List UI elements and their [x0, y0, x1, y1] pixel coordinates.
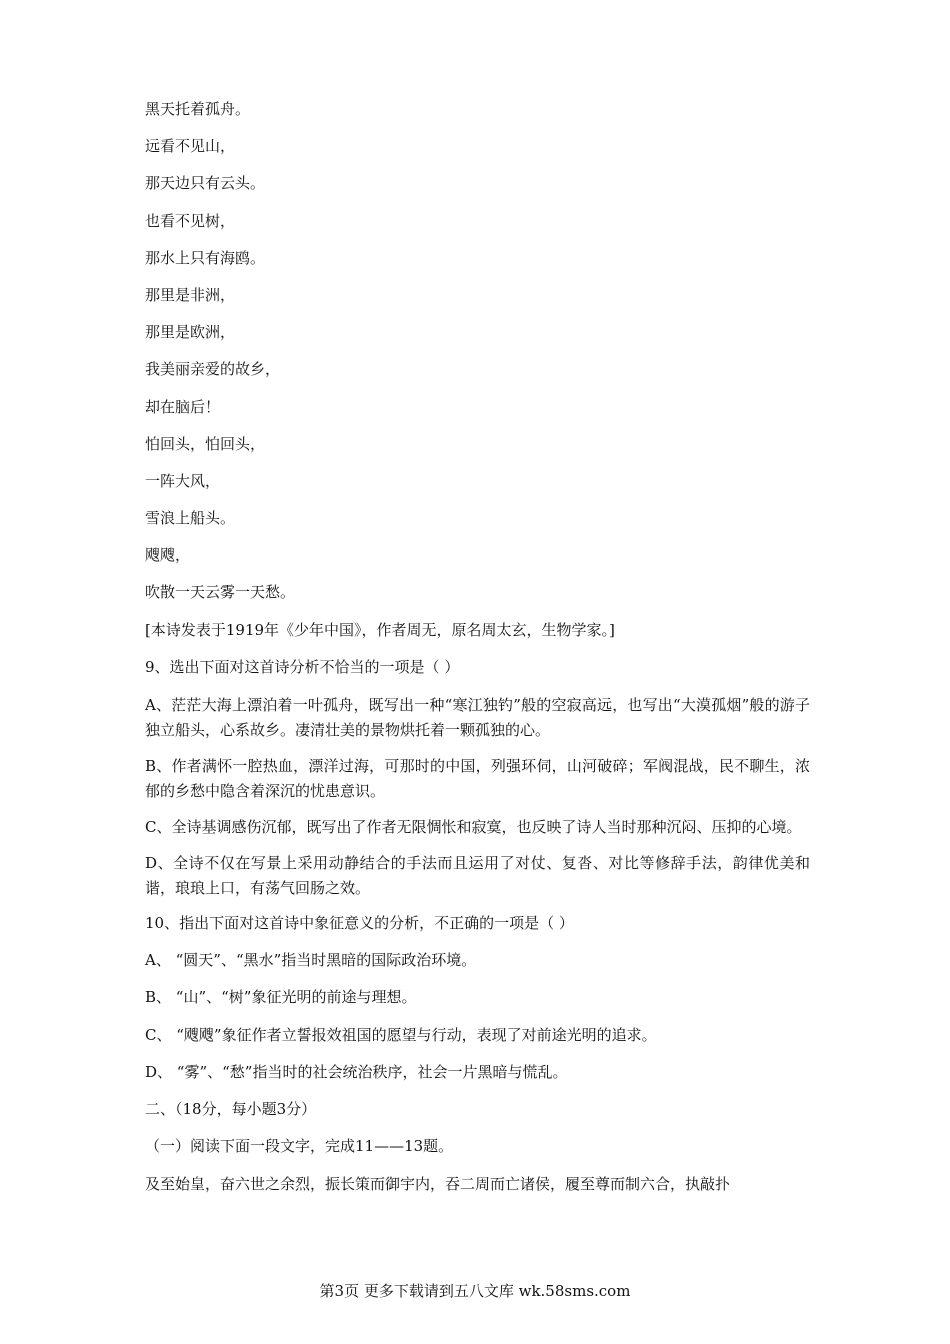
- poem-line: 吹散一天云雾一天愁。: [145, 583, 296, 602]
- poem-line: 远看不见山，: [145, 137, 236, 156]
- question-9-stem: 9、选出下面对这首诗分析不恰当的一项是（ ）: [145, 657, 460, 676]
- question-10-option-d: D、 “雾”、“愁”指当时的社会统治秩序，社会一片黑暗与慌乱。: [145, 1062, 568, 1081]
- question-10-stem: 10、指出下面对这首诗中象征意义的分析，不正确的一项是（ ）: [145, 914, 574, 932]
- poem-line: 飕飕，: [145, 546, 191, 565]
- subsection-instruction: （一）阅读下面一段文字，完成11——13题。: [145, 1137, 454, 1156]
- page-footer: 第3页 更多下载请到五八文库 wk.58sms.com: [319, 1282, 631, 1300]
- question-9-option-b: B、作者满怀一腔热血，漂洋过海，可那时的中国，列强环伺，山河破碎；军阀混战，民不聊生，浓郁的乡愁中隐含着深沉的忧患意识。: [145, 757, 810, 800]
- poem-line: 黑天托着孤舟。: [145, 100, 251, 118]
- question-9-option-c: C、全诗基调感伤沉郁，既写出了作者无限惆怅和寂寞，也反映了诗人当时那种沉闷、压抑的心境。: [145, 818, 802, 836]
- poem-line: 那天边只有云头。: [145, 174, 266, 193]
- page-content: [145, 98, 810, 1208]
- question-10-option-a: A、 “圆天”、“黑水”指当时黑暗的国际政治环境。: [145, 951, 477, 970]
- poem-line: 那里是非洲，: [145, 285, 236, 304]
- poem-line: 那里是欧洲，: [145, 323, 236, 342]
- question-9-option-a: A、茫茫大海上漂泊着一叶孤舟，既写出一种“寒江独钓”般的空寂高远，也写出“大漠孤烟”般的游子独立船头，心系故乡。凄清壮美的景物烘托着一颗孤独的心。: [145, 696, 810, 739]
- question-10-option-c: C、 “飕飕”象征作者立誓报效祖国的愿望与行动，表现了对前途光明的追求。: [145, 1025, 657, 1044]
- poem-line: 却在脑后！: [145, 397, 221, 416]
- question-9-option-d: D、全诗不仅在写景上采用动静结合的手法而且运用了对仗、复沓、对比等修辞手法，韵律优美和谐，琅琅上口，有荡气回肠之效。: [145, 854, 810, 897]
- poem-line: 那水上只有海鸥。: [145, 248, 266, 267]
- poem-line: 我美丽亲爱的故乡，: [145, 360, 281, 379]
- question-10-option-b: B、 “山”、“树”象征光明的前途与理想。: [145, 988, 417, 1007]
- section-heading: 二、（18分，每小题3分）: [145, 1099, 317, 1118]
- poem-source-note: [本诗发表于1919年《少年中国》，作者周无，原名周太玄，生物学家。]: [145, 620, 615, 639]
- poem-line: 雪浪上船头。: [145, 509, 236, 528]
- poem-line: 一阵大风，: [145, 471, 221, 490]
- poem-line: 也看不见树，: [145, 211, 236, 230]
- passage-text: 及至始皇，奋六世之余烈，振长策而御宇内，吞二周而亡诸侯，履至尊而制六合，执敲扑: [145, 1175, 731, 1194]
- poem-line: 怕回头，怕回头，: [145, 434, 266, 453]
